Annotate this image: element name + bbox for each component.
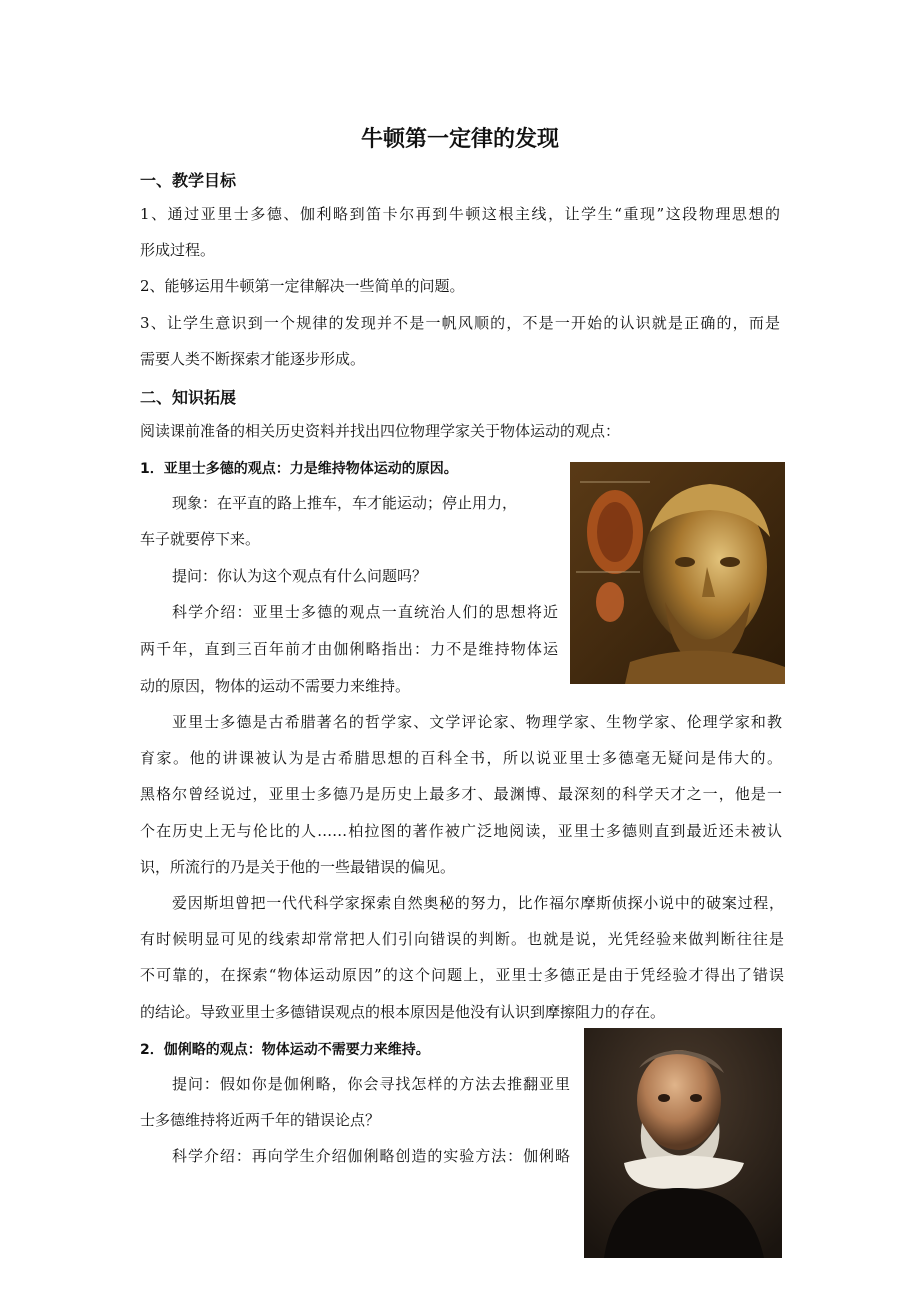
goal-line-5: 需要人类不断探索才能逐步形成。 bbox=[140, 350, 366, 368]
aristotle-line-15: 的结论。导致亚里士多德错误观点的根本原因是他没有认识到摩擦阻力的存在。 bbox=[140, 1003, 666, 1021]
aristotle-line-4: 科学介绍：亚里士多德的观点一直统治人们的思想将近 bbox=[172, 603, 558, 621]
goal-line-2: 形成过程。 bbox=[140, 241, 216, 259]
galileo-heading: 2．伽俐略的观点：物体运动不需要力来维持。 bbox=[140, 1042, 430, 1058]
aristotle-portrait bbox=[570, 462, 785, 684]
aristotle-line-12: 爱因斯坦曾把一代代科学家探索自然奥秘的努力，比作福尔摩斯侦探小说中的破案过程， bbox=[172, 894, 784, 912]
aristotle-line-10: 个在历史上无与伦比的人……柏拉图的著作被广泛地阅读，亚里士多德则直到最近还未被认 bbox=[140, 822, 782, 840]
aristotle-line-13: 有时候明显可见的线索却常常把人们引向错误的判断。也就是说，光凭经验来做判断往往是 bbox=[140, 930, 784, 948]
aristotle-line-3: 提问：你认为这个观点有什么问题吗？ bbox=[172, 567, 428, 585]
aristotle-line-9: 黑格尔曾经说过，亚里士多德乃是历史上最多才、最渊博、最深刻的科学天才之一，他是一 bbox=[140, 785, 782, 803]
galileo-line-1: 提问：假如你是伽俐略，你会寻找怎样的方法去推翻亚里 bbox=[172, 1075, 570, 1093]
galileo-portrait bbox=[584, 1028, 782, 1258]
aristotle-line-5: 两千年，直到三百年前才由伽俐略指出：力不是维持物体运 bbox=[140, 640, 558, 658]
aristotle-heading: 1．亚里士多德的观点：力是维持物体运动的原因。 bbox=[140, 461, 458, 477]
page-title: 牛顿第一定律的发现 bbox=[360, 127, 559, 152]
goal-line-1: 1、通过亚里士多德、伽利略到笛卡尔再到牛顿这根主线，让学生“重现”这段物理思想的 bbox=[140, 205, 780, 223]
goal-line-4: 3、让学生意识到一个规律的发现并不是一帆风顺的，不是一开始的认识就是正确的，而是 bbox=[140, 314, 780, 332]
aristotle-line-2: 车子就要停下来。 bbox=[140, 530, 261, 548]
galileo-line-3: 科学介绍：再向学生介绍伽俐略创造的实验方法：伽俐略 bbox=[172, 1147, 570, 1165]
galileo-line-2: 士多德维持将近两千年的错误论点？ bbox=[140, 1111, 381, 1129]
intro-line: 阅读课前准备的相关历史资料并找出四位物理学家关于物体运动的观点： bbox=[140, 422, 621, 440]
aristotle-line-8: 育家。他的讲课被认为是古希腊思想的百科全书，所以说亚里士多德毫无疑问是伟大的。 bbox=[140, 749, 782, 767]
section-heading-goals: 一、教学目标 bbox=[140, 171, 237, 190]
aristotle-line-11: 识，所流行的乃是关于他的一些最错误的偏见。 bbox=[140, 858, 456, 876]
aristotle-line-6: 动的原因，物体的运动不需要力来维持。 bbox=[140, 677, 411, 695]
aristotle-line-14: 不可靠的，在探索“物体运动原因”的这个问题上，亚里士多德正是由于凭经验才得出了错误 bbox=[140, 966, 784, 984]
aristotle-line-7: 亚里士多德是古希腊著名的哲学家、文学评论家、物理学家、生物学家、伦理学家和教 bbox=[172, 713, 782, 731]
aristotle-line-1: 现象：在平直的路上推车，车才能运动；停止用力， bbox=[172, 494, 518, 512]
goal-line-3: 2、能够运用牛顿第一定律解决一些简单的问题。 bbox=[140, 277, 465, 295]
section-heading-knowledge: 二、知识拓展 bbox=[140, 388, 237, 407]
